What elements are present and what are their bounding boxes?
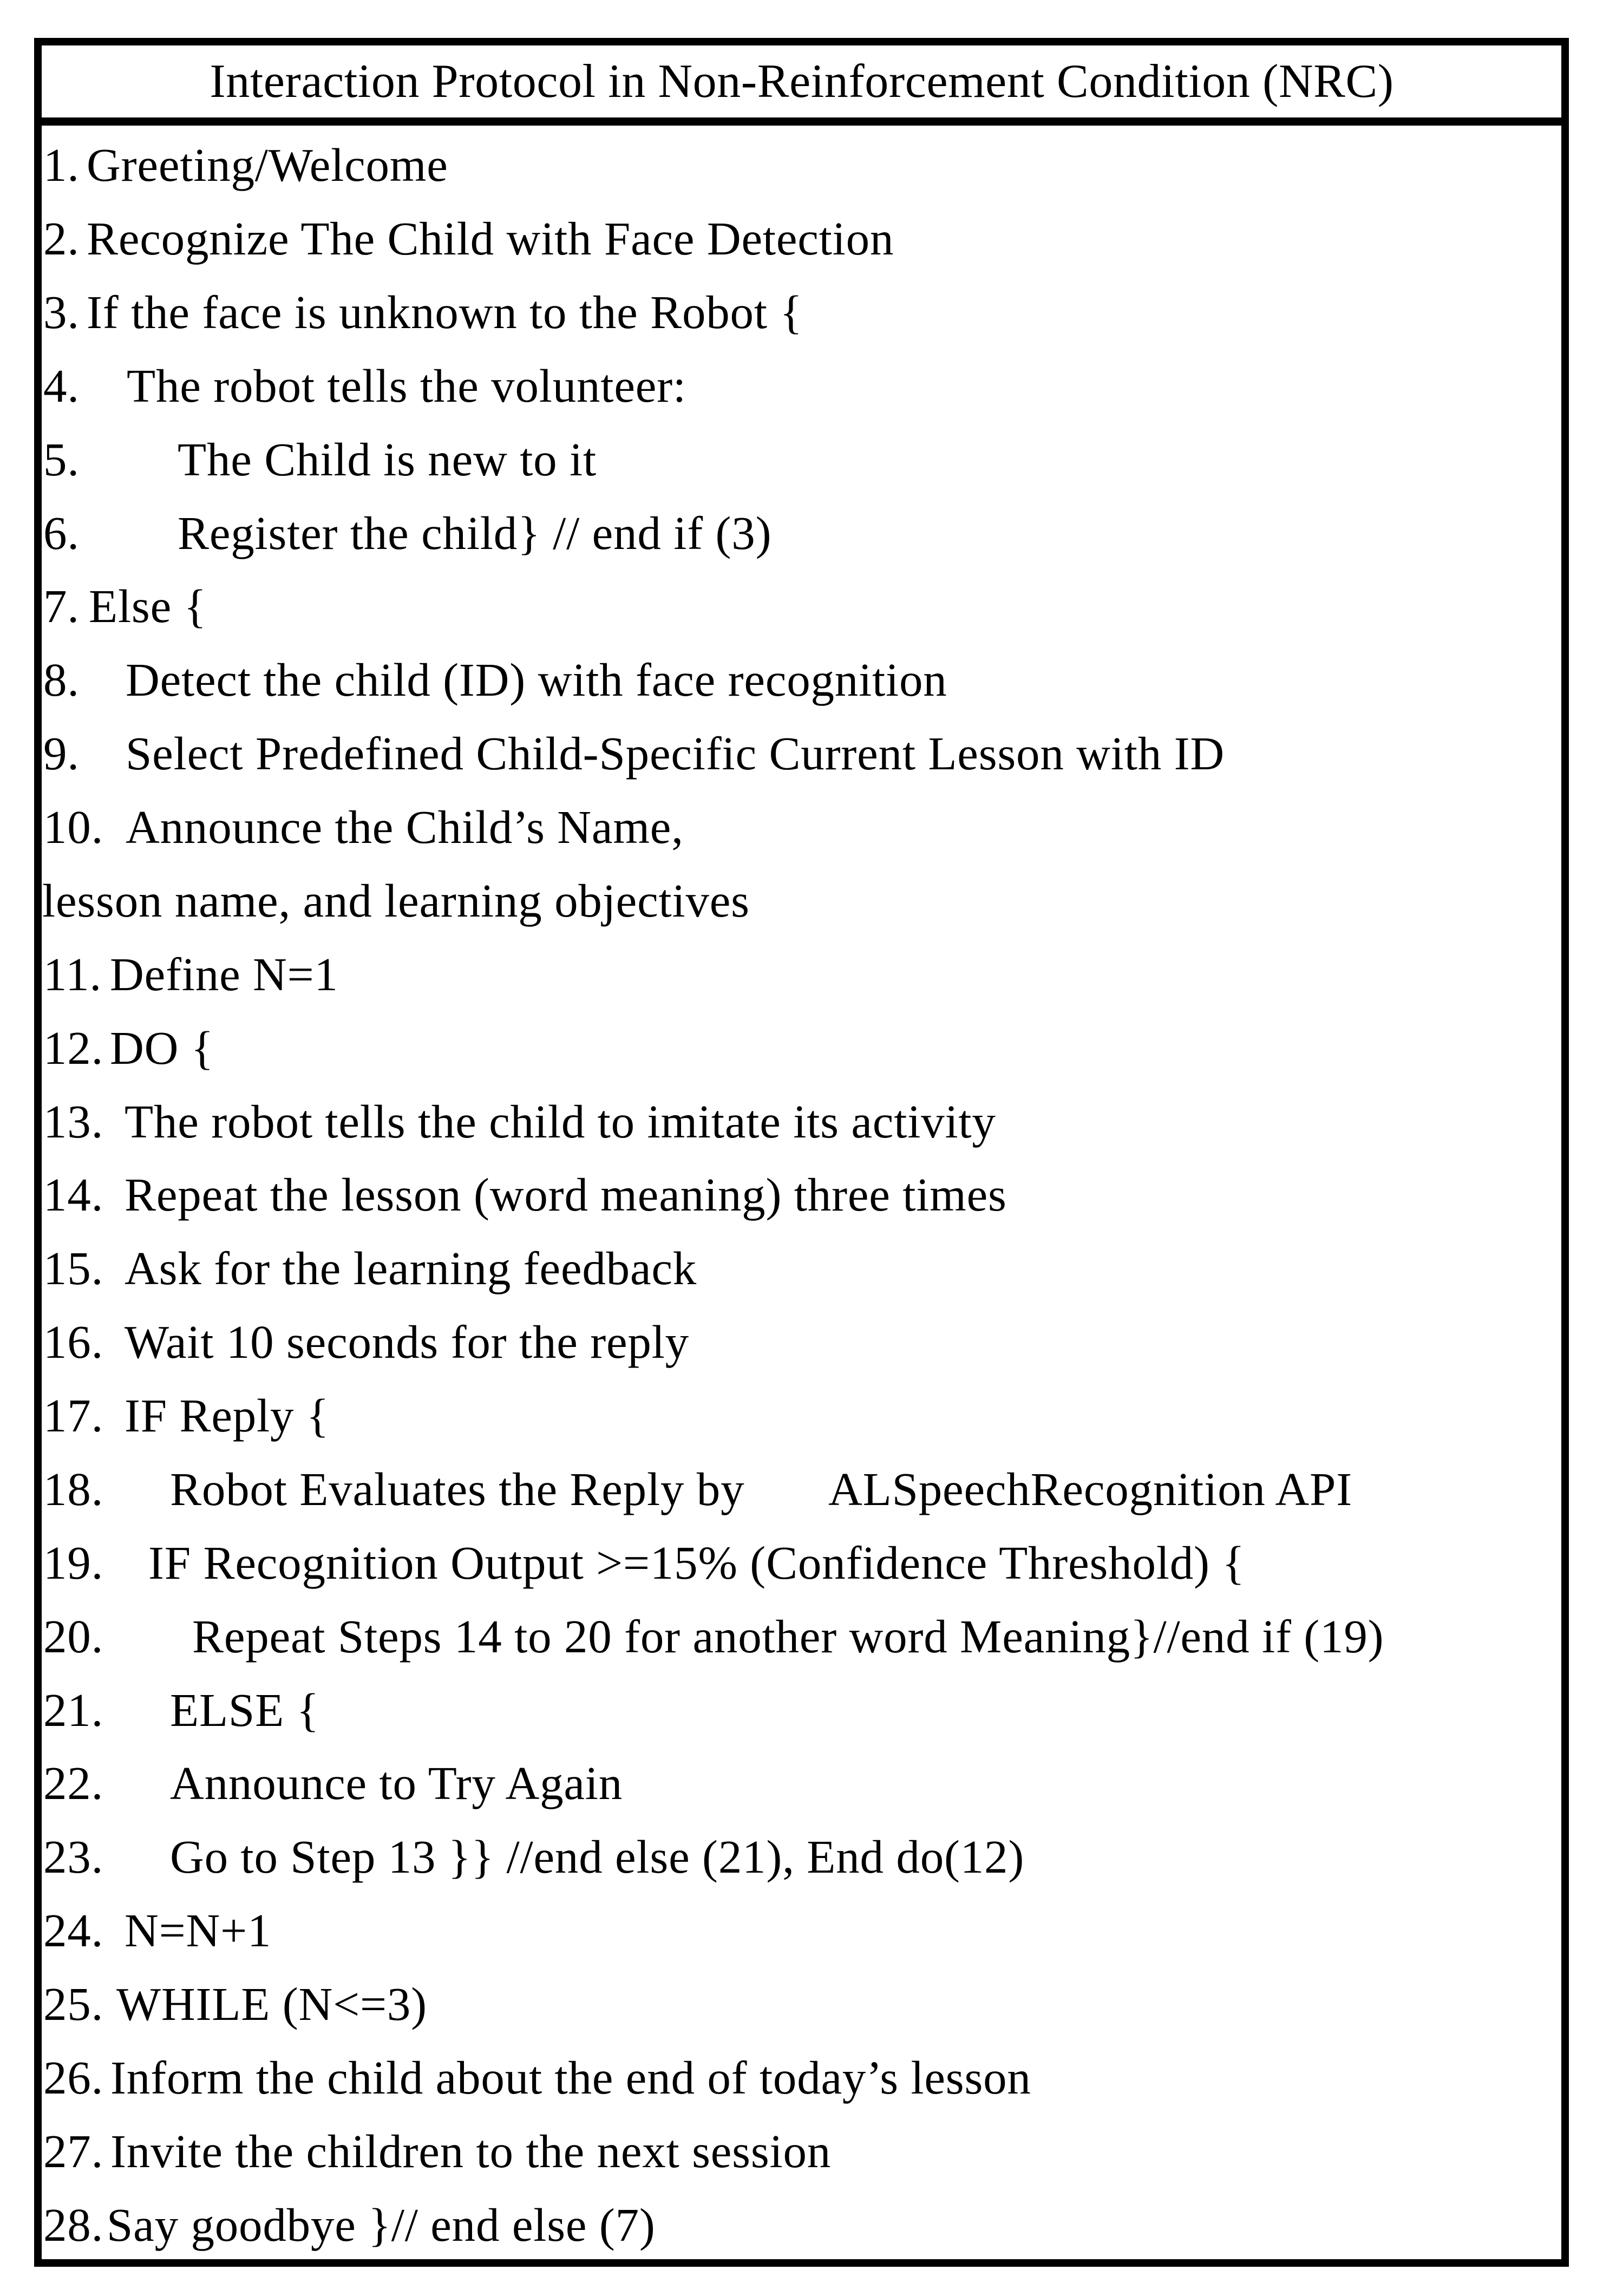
step-text: Robot Evaluates the Reply by: [170, 1463, 745, 1515]
step-number: 27.: [43, 2125, 104, 2177]
step-number: 7.: [43, 580, 80, 632]
step-text: lesson name, and learning objectives: [42, 874, 750, 927]
step-text: Repeat Steps 14 to 20 for another word Meaning}//end if (19): [192, 1610, 1384, 1663]
step-number: 8.: [43, 653, 80, 706]
step-number: 13.: [43, 1095, 104, 1148]
step-text: N=N+1: [125, 1904, 272, 1957]
step-text: IF Reply {: [125, 1389, 330, 1442]
step-text: Register the child} // end if (3): [178, 507, 772, 559]
step-number: 20.: [43, 1610, 104, 1663]
step-text: Detect the child (ID) with face recognition: [126, 653, 947, 706]
step-text: Ask for the learning feedback: [125, 1242, 697, 1294]
step-number: 14.: [43, 1168, 104, 1221]
step-text: ELSE {: [170, 1684, 320, 1736]
step-text: Inform the child about the end of today’s lesson: [110, 2051, 1031, 2104]
step-text: WHILE (N<=3): [116, 1978, 427, 2030]
step-number: 15.: [43, 1242, 104, 1294]
step-number: 4.: [43, 359, 80, 412]
table-title: Interaction Protocol in Non-Reinforcement Condition (NRC): [210, 55, 1394, 108]
step-number: 12.: [43, 1022, 104, 1074]
step-text: IF Recognition Output >=15% (Confidence Threshold) {: [148, 1536, 1245, 1589]
step-number: 6.: [43, 507, 80, 559]
step-text: Recognize The Child with Face Detection: [87, 212, 894, 265]
step-text: Say goodbye }// end else (7): [107, 2199, 656, 2251]
step-number: 24.: [43, 1904, 104, 1957]
step-number: 19.: [43, 1536, 104, 1589]
step-text: Define N=1: [110, 948, 338, 1000]
step-number: 11.: [43, 948, 102, 1000]
step-text: Invite the children to the next session: [110, 2125, 832, 2177]
step-number: 18.: [43, 1463, 104, 1515]
step-number: 2.: [43, 212, 80, 265]
step-text: Go to Step 13 }} //end else (21), End do(12): [170, 1830, 1025, 1883]
step-number: 25.: [43, 1978, 104, 2030]
step-text: Select Predefined Child-Specific Current Lesson with ID: [126, 727, 1225, 780]
step-text-api: ALSpeechRecognition API: [828, 1463, 1353, 1515]
step-number: 1.: [43, 139, 80, 191]
step-number: 22.: [43, 1757, 104, 1809]
step-number: 26.: [43, 2051, 104, 2104]
step-text: Wait 10 seconds for the reply: [125, 1316, 689, 1368]
step-number: 16.: [43, 1316, 104, 1368]
step-text: Greeting/Welcome: [87, 139, 448, 191]
step-number: 21.: [43, 1684, 104, 1736]
step-number: 5.: [43, 433, 80, 486]
step-text: The Child is new to it: [178, 433, 597, 486]
step-number: 23.: [43, 1830, 104, 1883]
step-number: 17.: [43, 1389, 104, 1442]
step-text: Announce to Try Again: [170, 1757, 623, 1809]
step-number: 9.: [43, 727, 80, 780]
step-text: Repeat the lesson (word meaning) three times: [125, 1168, 1007, 1221]
step-text: Announce the Child’s Name,: [126, 801, 684, 853]
step-number: 28.: [43, 2199, 104, 2251]
step-text: Else {: [89, 580, 207, 632]
step-text: DO {: [110, 1022, 214, 1074]
step-number: 10.: [43, 801, 104, 853]
step-number: 3.: [43, 286, 80, 338]
step-text: If the face is unknown to the Robot {: [87, 286, 803, 338]
step-text: The robot tells the volunteer:: [127, 359, 686, 412]
step-text: The robot tells the child to imitate its activity: [125, 1095, 996, 1148]
